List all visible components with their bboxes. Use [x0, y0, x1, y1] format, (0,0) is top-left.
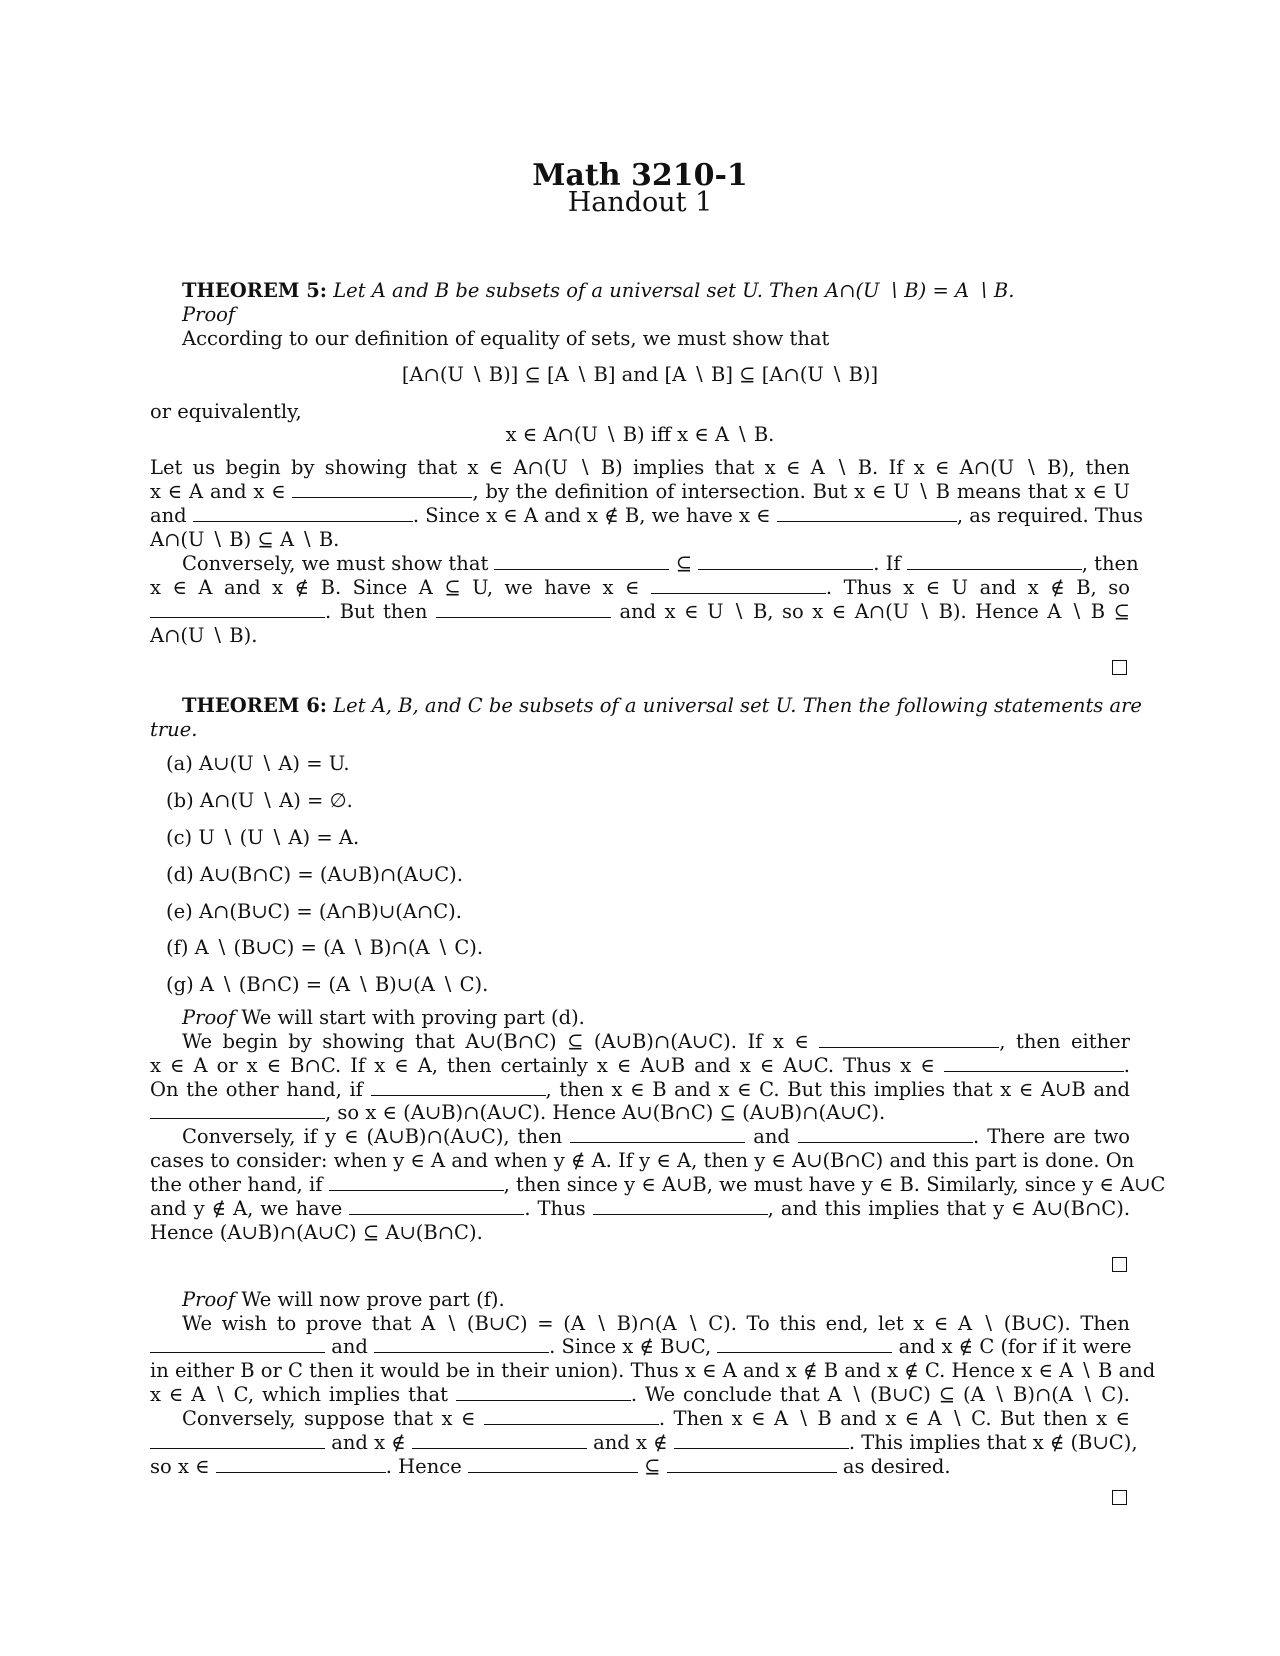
fill-in-blank[interactable] — [150, 599, 325, 618]
paragraph-text: Hence (A∪B)∩(A∪C) ⊆ A∪(B∩C). — [150, 1221, 483, 1244]
paragraph-line: and . Since x ∉ B∪C, and x ∉ C (for if it were — [150, 1334, 1130, 1359]
paragraph-line: , so x ∈ (A∪B)∩(A∪C). Hence A∪(B∩C) ⊆ (A∪B)∩(A∪C). — [150, 1100, 885, 1125]
fill-in-blank[interactable] — [651, 575, 826, 594]
paragraph-text: We wish to prove that A ∖ (B∪C) = (A ∖ B)∩(A ∖ C). To this end, let x ∈ A ∖ (B∪C). Then — [182, 1312, 1130, 1335]
paragraph-text: cases to consider: when y ∈ A and when y ∉ A. If y ∈ A, then y ∈ A∪(B∩C) and this part is done. On — [150, 1149, 1135, 1172]
fill-in-blank[interactable] — [292, 479, 472, 498]
paragraph-line: and x ∉ and x ∉ . This implies that x ∉ (B∪C), — [150, 1430, 1130, 1455]
display-equation: x ∈ A∩(U ∖ B) iff x ∈ A ∖ B. — [505, 423, 775, 446]
fill-in-blank[interactable] — [494, 551, 669, 570]
paragraph-line: . But then and x ∈ U ∖ B, so x ∈ A∩(U ∖ B). Hence A ∖ B ⊆ — [150, 599, 1130, 624]
proof-heading: Proof We will now prove part (f). — [182, 1288, 505, 1311]
fill-in-blank[interactable] — [371, 1077, 546, 1096]
list-item: (f) A ∖ (B∪C) = (A ∖ B)∩(A ∖ C). — [166, 936, 484, 959]
theorem-6-statement-end: true. — [150, 718, 198, 741]
proof-heading: Proof We will start with proving part (d). — [182, 1006, 585, 1029]
list-item: (e) A∩(B∪C) = (A∩B)∪(A∩C). — [166, 900, 462, 923]
fill-in-blank[interactable] — [907, 551, 1082, 570]
qed-box-icon — [1112, 1490, 1127, 1505]
paragraph-line: the other hand, if , then since y ∈ A∪B, we must have y ∈ B. Similarly, since y ∈ A∪C — [150, 1173, 1166, 1196]
fill-in-blank[interactable] — [777, 503, 957, 522]
paragraph-text: Let us begin by showing that x ∈ A∩(U ∖ B) implies that x ∈ A ∖ B. If x ∈ A∩(U ∖ B), then — [150, 456, 1130, 479]
paragraph-line: Conversely, we must show that ⊆ . If , then — [182, 552, 1139, 575]
fill-in-blank[interactable] — [819, 1029, 999, 1048]
fill-in-blank[interactable] — [349, 1196, 524, 1215]
fill-in-blank[interactable] — [593, 1196, 768, 1215]
fill-in-blank[interactable] — [150, 1100, 325, 1119]
fill-in-blank[interactable] — [329, 1172, 504, 1191]
fill-in-blank[interactable] — [193, 503, 413, 522]
fill-in-blank[interactable] — [667, 1454, 837, 1473]
page-subtitle: Handout 1 — [567, 187, 713, 218]
qed-box-icon — [1112, 1257, 1127, 1272]
list-item: (b) A∩(U ∖ A) = ∅. — [166, 789, 353, 812]
theorem-5-statement — [182, 278, 1014, 303]
fill-in-blank[interactable] — [374, 1334, 549, 1353]
qed-box-icon — [1112, 660, 1127, 675]
paragraph-line: Conversely, suppose that x ∈ . Then x ∈ A ∖ B and x ∈ A ∖ C. But then x ∈ — [182, 1407, 1130, 1430]
page-title: Math 3210-1 — [532, 158, 748, 193]
theorem-6-statement: THEOREM 6: Let A, B, and C be subsets of a universal set U. Then the following statements are — [182, 694, 1142, 717]
paragraph-line: and . Since x ∈ A and x ∉ B, we have x ∈ , as required. Thus — [150, 504, 1144, 527]
paragraph-line: x ∈ A and x ∉ B. Since A ⊆ U, we have x ∈ . Thus x ∈ U and x ∉ B, so — [150, 576, 1130, 599]
paragraph-line: x ∈ A ∖ C, which implies that . We conclude that A ∖ (B∪C) ⊆ (A ∖ B)∩(A ∖ C). — [150, 1383, 1131, 1406]
proof-label: Proof — [182, 1288, 236, 1311]
paragraph-line: x ∈ A and x ∈ , by the definition of intersection. But x ∈ U ∖ B means that x ∈ U — [150, 480, 1130, 503]
fill-in-blank[interactable] — [698, 551, 873, 570]
paragraph-text: A∩(U ∖ B) ⊆ A ∖ B. — [150, 528, 340, 551]
theorem-6-label: THEOREM 6: — [182, 694, 327, 717]
fill-in-blank[interactable] — [798, 1124, 973, 1143]
list-item: (a) A∪(U ∖ A) = U. — [166, 752, 350, 775]
display-equation: [A∩(U ∖ B)] ⊆ [A ∖ B] and [A ∖ B] ⊆ [A∩(U ∖ B)] — [401, 363, 879, 386]
fill-in-blank[interactable] — [150, 1430, 325, 1449]
fill-in-blank[interactable] — [944, 1053, 1124, 1072]
proof-label: Proof — [182, 1006, 236, 1029]
paragraph-line: x ∈ A or x ∈ B∩C. If x ∈ A, then certainly x ∈ A∪B and x ∈ A∪C. Thus x ∈ . — [150, 1054, 1130, 1077]
list-item: (c) U ∖ (U ∖ A) = A. — [166, 826, 360, 849]
paragraph-line: and y ∉ A, we have . Thus , and this implies that y ∈ A∪(B∩C). — [150, 1197, 1131, 1220]
paragraph-line: Conversely, if y ∈ (A∪B)∩(A∪C), then and . There are two — [182, 1125, 1131, 1148]
paragraph-text: A∩(U ∖ B). — [150, 624, 258, 647]
list-item: (d) A∪(B∩C) = (A∪B)∩(A∪C). — [166, 863, 463, 886]
fill-in-blank[interactable] — [468, 1454, 638, 1473]
proof-intro: According to our definition of equality of sets, we must show that — [182, 327, 830, 350]
paragraph-text: or equivalently, — [150, 400, 302, 423]
fill-in-blank[interactable] — [484, 1406, 659, 1425]
fill-in-blank[interactable] — [674, 1430, 849, 1449]
fill-in-blank[interactable] — [436, 599, 611, 618]
fill-in-blank[interactable] — [150, 1334, 325, 1353]
fill-in-blank[interactable] — [570, 1124, 745, 1143]
fill-in-blank[interactable] — [456, 1382, 631, 1401]
theorem-5-label: THEOREM 5: — [182, 279, 327, 302]
fill-in-blank[interactable] — [216, 1454, 386, 1473]
paragraph-line: We begin by showing that A∪(B∩C) ⊆ (A∪B)∩(A∪C). If x ∈ , then either — [182, 1030, 1131, 1053]
proof-label: Proof — [182, 303, 236, 326]
fill-in-blank[interactable] — [717, 1334, 892, 1353]
list-item: (g) A ∖ (B∩C) = (A ∖ B)∪(A ∖ C). — [166, 973, 489, 996]
paragraph-line: On the other hand, if , then x ∈ B and x ∈ C. But this implies that x ∈ A∪B and — [150, 1078, 1130, 1101]
theorem-5-text: Let A and B be subsets of a universal set U. Then A∩(U ∖ B) = A ∖ B. — [333, 279, 1015, 302]
paragraph-line: so x ∈ . Hence ⊆ as desired. — [150, 1455, 951, 1478]
paragraph-text: in either B or C then it would be in their union). Thus x ∈ A and x ∉ B and x ∉ C. Hence x ∈ A ∖ B and — [150, 1359, 1156, 1382]
fill-in-blank[interactable] — [412, 1430, 587, 1449]
